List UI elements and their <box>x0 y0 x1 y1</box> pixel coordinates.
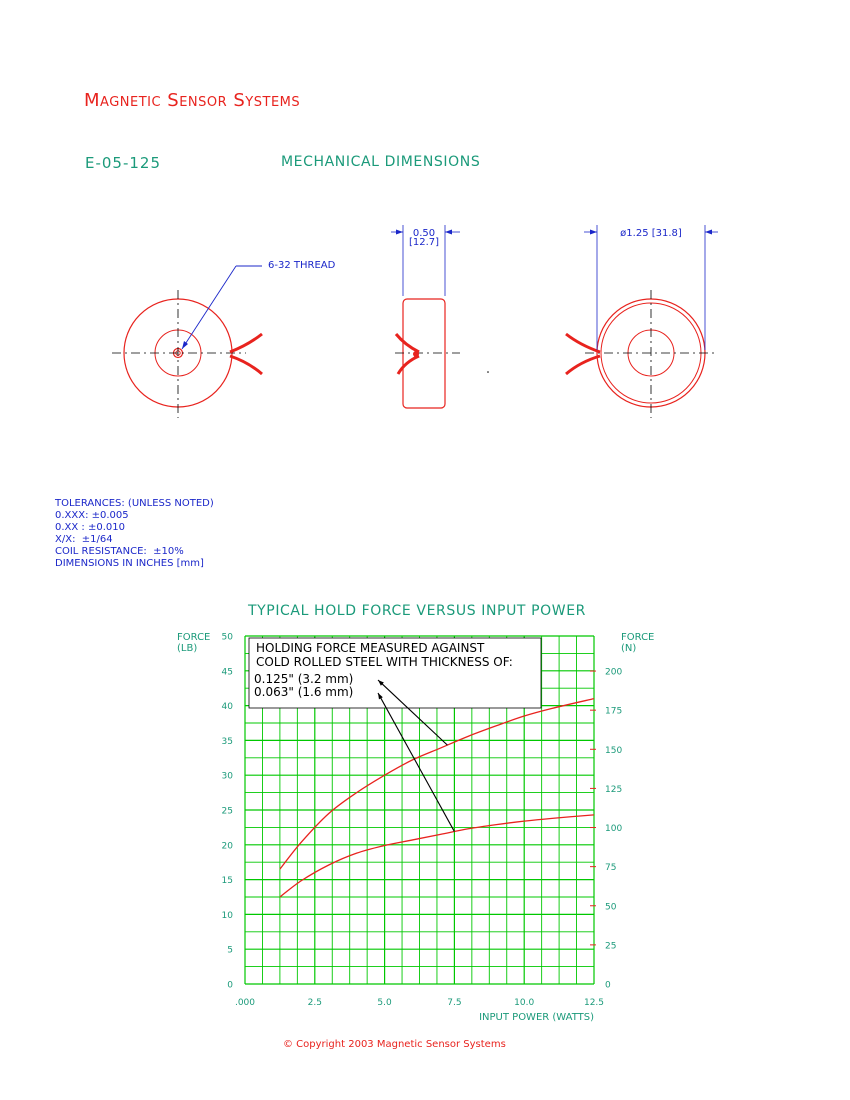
y-tick-label-left: 35 <box>221 736 233 747</box>
y-tick-label-right: 25 <box>605 941 617 952</box>
x-tick-label: 2.5 <box>307 998 322 1008</box>
y-tick-label-left: 5 <box>227 945 233 956</box>
y-axis-unit-right: (N) <box>621 643 637 654</box>
y-tick-label-right: 0 <box>605 980 611 991</box>
y-tick-label-right: 175 <box>605 706 623 717</box>
chart-legend <box>249 638 541 708</box>
y-tick-label-left: 0 <box>227 980 233 991</box>
y-tick-label-right: 50 <box>605 902 617 913</box>
y-axis-label-left: FORCE <box>177 632 211 643</box>
y-tick-label-right: 125 <box>605 784 623 795</box>
front-view <box>112 260 336 418</box>
y-tick-label-left: 45 <box>221 667 233 678</box>
section-title: MECHANICAL DIMENSIONS <box>281 154 481 170</box>
mechanical-drawing <box>0 0 850 480</box>
y-tick-label-right: 100 <box>605 824 623 835</box>
x-tick-label: 5.0 <box>377 998 392 1008</box>
tolerance-line: COIL RESISTANCE: ±10% <box>55 546 184 557</box>
hold-force-chart <box>0 590 850 1030</box>
y-axis-label-right: FORCE <box>621 632 655 643</box>
y-tick-label-right: 150 <box>605 745 623 756</box>
diameter-label: ø1.25 [31.8] <box>620 228 682 239</box>
tolerances-block <box>55 498 214 570</box>
tolerance-line: X/X: ±1/64 <box>55 534 113 545</box>
y-tick-label-left: 10 <box>221 910 233 921</box>
legend-line: COLD ROLLED STEEL WITH THICKNESS OF: <box>256 655 513 669</box>
y-tick-label-left: 50 <box>221 632 233 643</box>
x-axis-label: INPUT POWER (WATTS) <box>479 1012 594 1023</box>
thickness-inch: 0.50 <box>412 228 436 239</box>
y-tick-label-left: 30 <box>221 771 233 782</box>
legend-line: HOLDING FORCE MEASURED AGAINST <box>256 641 485 655</box>
tolerance-line: TOLERANCES: (UNLESS NOTED) <box>55 498 214 509</box>
part-number: E-05-125 <box>85 154 162 172</box>
copyright-notice: © Copyright 2003 Magnetic Sensor Systems <box>283 1039 506 1050</box>
x-tick-label: 10.0 <box>514 998 535 1008</box>
x-tick-label: 12.5 <box>583 998 605 1008</box>
y-axis-unit-left: (LB) <box>177 643 198 654</box>
callout-leader <box>378 693 454 832</box>
tolerance-line: DIMENSIONS IN INCHES [mm] <box>55 558 204 569</box>
y-tick-label-right: 75 <box>605 863 617 874</box>
y-tick-label-left: 40 <box>221 702 233 713</box>
y-tick-label-right: 200 <box>605 667 623 678</box>
chart-title: TYPICAL HOLD FORCE VERSUS INPUT POWER <box>247 603 587 619</box>
y-tick-label-left: 25 <box>221 806 233 817</box>
company-name: Magnetic Sensor Systems <box>84 90 301 111</box>
thickness-mm: [12.7] <box>408 237 440 248</box>
tolerance-line: 0.XXX: ±0.005 <box>55 510 129 521</box>
side-view <box>391 225 460 408</box>
legend-series-label: 0.063" (1.6 mm) <box>254 685 354 699</box>
thread-label: 6-32 THREAD <box>268 260 336 271</box>
y-tick-label-left: 20 <box>221 841 233 852</box>
back-view <box>566 225 718 418</box>
legend-series-label: 0.125" (3.2 mm) <box>254 672 354 686</box>
y-tick-label-left: 15 <box>221 876 233 887</box>
tolerance-line: 0.XX : ±0.010 <box>55 522 125 533</box>
x-tick-label: 7.5 <box>447 998 462 1008</box>
x-tick-label: .000 <box>234 998 256 1008</box>
